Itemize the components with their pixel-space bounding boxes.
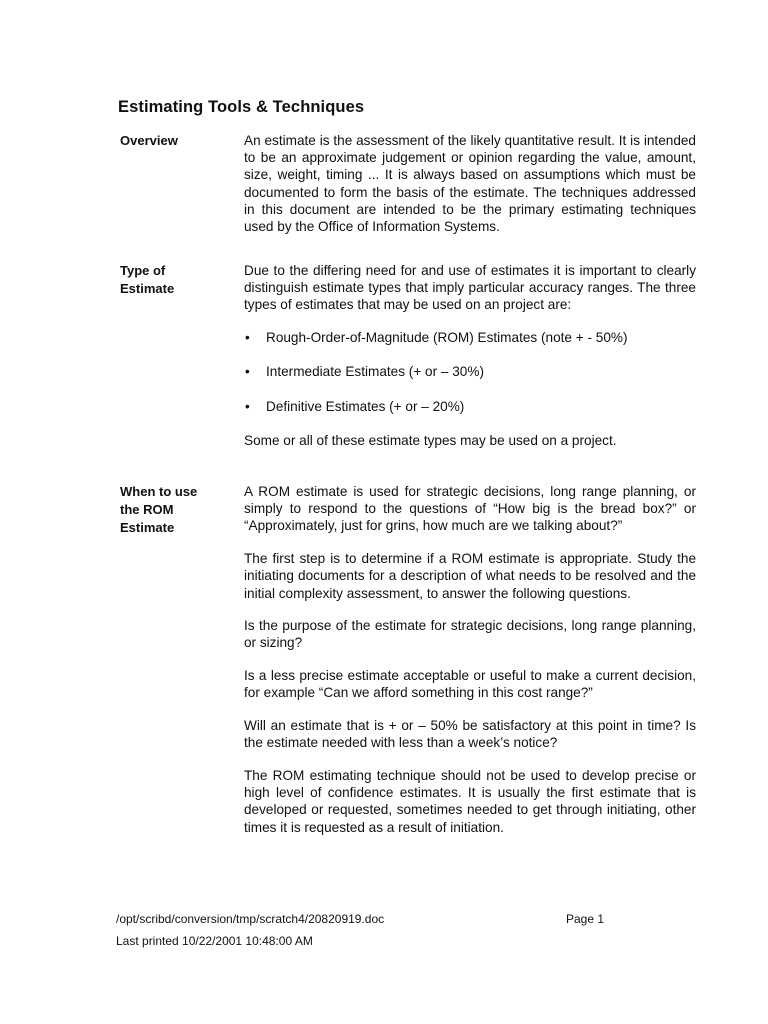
section-label-when-to-use-rom: When to use the ROM Estimate bbox=[120, 484, 198, 535]
footer-last-printed: Last printed 10/22/2001 10:48:00 AM bbox=[116, 934, 313, 948]
list-item bbox=[244, 398, 696, 415]
section-label-type-of-estimate: Type of Estimate bbox=[120, 263, 175, 296]
type-outro-paragraph: Some or all of these estimate types may be used on a project. bbox=[244, 432, 617, 448]
footer-file-path: /opt/scribd/conversion/tmp/scratch4/20820919.doc bbox=[116, 912, 385, 926]
bullet-icon: • bbox=[245, 398, 250, 414]
section-body-type-of-estimate bbox=[244, 262, 696, 449]
rom-paragraph: The ROM estimating technique should not be used to develop precise or high level of confidence estimates. It is usually the first estimate that is developed or requested, sometimes needed to get through initiating, other times it is requested as a result of initiation. bbox=[244, 767, 696, 835]
rom-paragraph: Is the purpose of the estimate for strategic decisions, long range planning, or sizing? bbox=[244, 618, 696, 651]
document-title: Estimating Tools & Techniques bbox=[118, 98, 365, 116]
bullet-icon: • bbox=[245, 330, 250, 346]
list-item bbox=[244, 329, 696, 346]
rom-paragraph: A ROM estimate is used for strategic decisions, long range planning, or simply to respond to the questions of “How big is the bread box?” or “Approximately, just for grins, how much are we talking about?” bbox=[244, 484, 696, 534]
overview-paragraph: An estimate is the assessment of the likely quantitative result. It is intended to be an approximate judgement or opinion regarding the value, amount, size, weight, timing ... It is always based on assumptions which must be documented to form the basis of the estimate. The techniques addressed in this document are intended to be the primary estimating techniques used by the Office of Information Systems. bbox=[244, 133, 696, 235]
list-item-text: Definitive Estimates (+ or – 20%) bbox=[266, 398, 465, 414]
bullet-icon: • bbox=[245, 364, 250, 380]
section-body-overview bbox=[244, 132, 696, 235]
rom-paragraph: The first step is to determine if a ROM estimate is appropriate. Study the initiating documents for a description of what needs to be resolved and the initial complexity assessment, to answer the following questions. bbox=[244, 551, 696, 601]
rom-paragraph: Is a less precise estimate acceptable or useful to make a current decision, for example “Can we afford something in this cost range?” bbox=[244, 668, 696, 701]
section-label-overview: Overview bbox=[120, 133, 178, 148]
estimate-type-list bbox=[244, 329, 696, 415]
list-item bbox=[244, 363, 696, 380]
rom-paragraph: Will an estimate that is + or – 50% be satisfactory at this point in time? Is the estimate needed with less than a week’s notice? bbox=[244, 718, 696, 751]
section-body-when-to-use-rom bbox=[244, 483, 696, 836]
list-item-text: Intermediate Estimates (+ or – 30%) bbox=[266, 364, 484, 380]
footer-page-number: Page 1 bbox=[566, 912, 605, 926]
list-item-text: Rough-Order-of-Magnitude (ROM) Estimates (note + - 50%) bbox=[266, 330, 628, 346]
type-intro-paragraph: Due to the differing need for and use of estimates it is important to clearly distinguish estimate types that imply particular accuracy ranges. The three types of estimates that may be used on an project are: bbox=[244, 263, 696, 313]
